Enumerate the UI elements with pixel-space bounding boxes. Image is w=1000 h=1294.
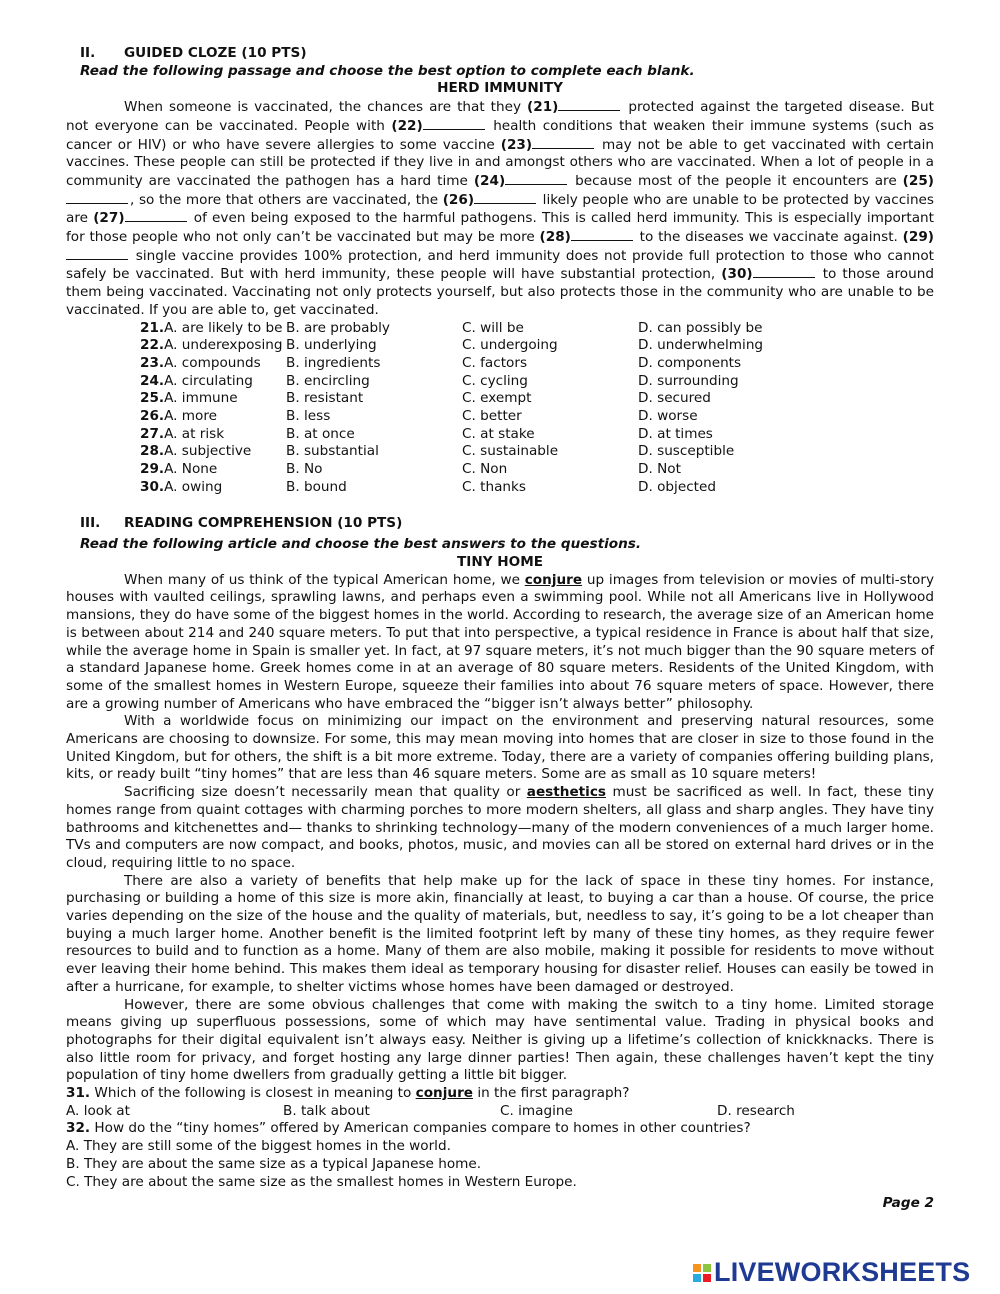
passage-text: , so the more that others are vaccinated, the xyxy=(130,191,443,208)
worksheet-page xyxy=(66,45,934,1191)
question-32 xyxy=(66,1120,934,1138)
paragraph-text: There are also a variety of benefits that help make up for the lack of space in these tiny homes. For instance, purchasing or building a home of this size is more akin, financially at least, to buying a car than a house. Of course, the price varies depending on the size of the house and the quality of materials, but, needless to say, it’s going to be a lot cheaper than buying a much larger home. Another benefit is the limited footprint left by many of these tiny homes, as they require fewer resources to build and to function as a home. Many of them are also mobile, making it possible for residents to move without ever leaving their home behind. This makes them ideal as temporary housing for disaster relief. Houses can easily be towed in after a hurricane, for example, to shelter victims whose homes have been damaged or destroyed. xyxy=(66,872,934,995)
option-a-text: A. owing xyxy=(164,478,223,495)
answer-blank[interactable] xyxy=(532,136,594,149)
question-32-option-c[interactable]: C. They are about the same size as the smallest homes in Western Europe. xyxy=(66,1173,577,1190)
option-a[interactable] xyxy=(66,461,286,479)
option-a-text: A. are likely to be xyxy=(164,319,283,336)
option-d[interactable]: D. secured xyxy=(638,390,711,407)
article-paragraph xyxy=(66,713,934,784)
option-d[interactable]: D. components xyxy=(638,354,742,371)
liveworksheets-logo xyxy=(693,1257,970,1288)
answer-blank[interactable] xyxy=(558,98,620,111)
option-a-text: A. compounds xyxy=(164,354,261,371)
answer-blank[interactable] xyxy=(423,117,485,130)
question-31-options xyxy=(66,1103,934,1121)
option-a-text: A. more xyxy=(164,408,218,425)
question-31-option-d[interactable]: D. research xyxy=(717,1102,795,1119)
blank-number: (29) xyxy=(902,229,934,246)
paragraph-text: However, there are some obvious challenges that come with making the switch to a tiny home. Limited storage means giving up superfluous possessions, some of which may have sentimental value. Trading in physical books and photographs for their digital equivalent isn’t always easy. Neither is giving up a lifetime’s collection of knickknacks. There is also little room for privacy, and forget hosting any large dinner parties! Then again, these challenges haven’t kept the tiny population of tiny home dwellers from gradually getting a little bit bigger. xyxy=(66,996,934,1084)
option-row xyxy=(66,337,934,355)
logo-wordmark: LIVEWORKSHEETS xyxy=(714,1257,971,1287)
section-3-title: READING COMPREHENSION (10 PTS) xyxy=(124,514,403,531)
section-2-instruction: Read the following passage and choose the best option to complete each blank. xyxy=(80,62,695,79)
question-32-number: 32. xyxy=(66,1120,91,1137)
option-c[interactable]: C. Non xyxy=(462,461,508,478)
question-31-option-a[interactable]: A. look at xyxy=(66,1102,130,1119)
option-row xyxy=(66,479,934,497)
option-b[interactable]: B. No xyxy=(286,461,323,478)
blank-number: (22) xyxy=(391,117,423,134)
vocabulary-keyword: conjure xyxy=(524,571,583,588)
article-paragraph xyxy=(66,784,934,873)
answer-blank[interactable] xyxy=(66,191,128,204)
option-c[interactable]: C. exempt xyxy=(462,390,532,407)
passage-text: of even being exposed to the harmful pathogens. This is called herd immunity. This is especially important for those people who not only can’t be vaccinated but may be more xyxy=(66,210,935,246)
passage-text: single vaccine provides 100% protection, and herd immunity does not provide full protection to those who cannot safely be vaccinated. But with herd immunity, these people will have substantial protection, xyxy=(66,247,934,283)
option-row xyxy=(66,390,934,408)
option-a[interactable] xyxy=(66,355,286,373)
option-b[interactable]: B. encircling xyxy=(286,372,370,389)
passage-text: because most of the people it encounters are xyxy=(569,172,903,189)
section-2-title: GUIDED CLOZE (10 PTS) xyxy=(124,45,307,61)
article-paragraph xyxy=(66,997,934,1086)
option-d[interactable]: D. underwhelming xyxy=(638,337,764,354)
passage-text: to those around them being vaccinated. Vaccinating not only protects yourself, but also protects those in the community who are unable to be vaccinated. If you are able to, get vaccinated. xyxy=(66,266,934,318)
option-d[interactable]: D. Not xyxy=(638,461,681,478)
answer-blank[interactable] xyxy=(474,191,536,204)
question-31 xyxy=(66,1085,934,1103)
option-row xyxy=(66,373,934,391)
blank-number: (21) xyxy=(527,99,559,116)
article-title-tiny-home: TINY HOME xyxy=(456,553,544,570)
option-row xyxy=(66,443,934,461)
answer-blank[interactable] xyxy=(505,172,567,185)
option-d[interactable]: D. surrounding xyxy=(638,372,739,389)
passage-text: health conditions that weaken their immune systems (such as cancer or HIV) or who have severe allergies to some vaccine xyxy=(66,117,934,153)
option-d[interactable]: D. can possibly be xyxy=(638,319,763,336)
option-a-text: A. immune xyxy=(164,390,238,407)
option-a-text: A. circulating xyxy=(164,372,253,389)
option-c[interactable]: C. will be xyxy=(462,319,524,336)
option-a[interactable] xyxy=(66,373,286,391)
option-number: 30. xyxy=(140,478,165,495)
passage-text: to the diseases we vaccinate against. xyxy=(634,229,903,246)
option-a-text: A. underexposing xyxy=(164,337,283,354)
question-32-text: How do the “tiny homes” offered by American companies compare to homes in other countries? xyxy=(90,1120,751,1137)
option-b[interactable]: B. resistant xyxy=(286,390,364,407)
passage-text: likely people who are unable to be protected by vaccines are xyxy=(66,191,935,227)
option-c[interactable]: C. sustainable xyxy=(462,443,559,460)
passage-text: protected against the targeted disease. But not everyone can be vaccinated. People with xyxy=(66,99,934,134)
question-31-number: 31. xyxy=(66,1085,91,1102)
cloze-options xyxy=(66,320,934,497)
option-a[interactable] xyxy=(66,390,286,408)
section-2-number: II. xyxy=(80,45,96,61)
option-a[interactable] xyxy=(66,426,286,444)
paragraph-text: With a worldwide focus on minimizing our impact on the environment and preserving natural resources, some Americans are choosing to downsize. For some, this may mean moving into homes that are closer in size to those found in the United Kingdom, but for others, the shift is a bit more extreme. Today, there are a variety of companies offering building plans, kits, or ready built “tiny homes” that are less than 46 square meters. Some are as small as 10 square meters! xyxy=(66,713,934,783)
option-number: 22. xyxy=(140,337,165,354)
option-row xyxy=(66,408,934,426)
option-b[interactable]: B. are probably xyxy=(286,319,390,336)
option-b[interactable]: B. substantial xyxy=(286,443,379,460)
question-32-option-a[interactable]: A. They are still some of the biggest homes in the world. xyxy=(66,1138,451,1155)
section-2-heading xyxy=(80,45,934,63)
option-row xyxy=(66,355,934,373)
option-number: 25. xyxy=(140,390,165,407)
blank-number: (23) xyxy=(500,136,533,153)
passage-title-herd-immunity: HERD IMMUNITY xyxy=(437,80,563,97)
article-paragraph xyxy=(66,572,934,714)
passage-text: may not be able to get vaccinated with certain vaccines. These people can still be protected if they live in and amongst others who are vaccinated. When a lot of people in a community are vaccinated the pathogen has a hard time xyxy=(66,136,935,189)
question-31-text-post: in the first paragraph? xyxy=(473,1085,630,1102)
option-d[interactable]: D. at times xyxy=(638,425,713,442)
option-c[interactable]: C. factors xyxy=(462,354,528,371)
option-c[interactable]: C. undergoing xyxy=(462,337,558,354)
option-b[interactable]: B. at once xyxy=(286,425,355,442)
question-31-text-pre: Which of the following is closest in meaning to xyxy=(90,1085,416,1102)
question-31-keyword: conjure xyxy=(415,1085,473,1102)
option-row xyxy=(66,320,934,338)
option-d[interactable]: D. susceptible xyxy=(638,443,735,460)
question-31-option-b[interactable]: B. talk about xyxy=(283,1102,370,1119)
paragraph-text: must be sacrificed as well. In fact, these tiny homes range from quaint cottages with charming porches to more modern shelters, all glass and sharp angles. They have tiny bathrooms and kitchenettes and— thanks to shrinking technology—many of the modern conveniences of a much larger home. TVs and computers are now compact, and books, photos, music, and movies can all be stored on external hard drives or in the cloud, requiring little to no space. xyxy=(66,784,934,871)
option-a-text: A. at risk xyxy=(164,425,225,442)
option-a[interactable] xyxy=(66,443,286,461)
option-a[interactable] xyxy=(66,408,286,426)
blank-number: (25) xyxy=(902,172,934,189)
paragraph-text: Sacrificing size doesn’t necessarily mean that quality or xyxy=(124,784,527,801)
option-c[interactable]: C. thanks xyxy=(462,478,526,495)
section-3-instruction: Read the following article and choose the best answers to the questions. xyxy=(80,536,642,553)
option-d[interactable]: D. worse xyxy=(638,408,698,425)
option-b[interactable]: B. less xyxy=(286,408,331,425)
option-row xyxy=(66,426,934,444)
blank-number: (24) xyxy=(473,172,506,189)
answer-blank[interactable] xyxy=(571,228,633,241)
logo-tiles-icon xyxy=(693,1264,711,1282)
blank-number: (30) xyxy=(721,266,753,283)
blank-number: (27) xyxy=(93,210,125,227)
section-3-number: III. xyxy=(80,514,101,531)
cloze-passage xyxy=(66,98,934,319)
option-a[interactable] xyxy=(66,320,286,338)
option-number: 29. xyxy=(140,461,165,478)
question-31-option-c[interactable]: C. imagine xyxy=(500,1102,573,1119)
option-number: 27. xyxy=(140,425,165,442)
paragraph-text: up images from television or movies of multi-story houses with vaulted ceilings, sprawling lawns, and perhaps even a swimming pool. While not all Americans live in Hollywood mansions, they do have some of the biggest homes in the world. According to research, the average size of an American home is between about 214 and 240 square meters. To put that into perspective, a typical residence in France is about half that size, while the average home in Spain is smaller yet. In fact, at 97 square meters, it’s not much bigger than the 90 square meters of a standard Japanese home. Greek homes come in at an average of 80 square meters. Residents of the United Kingdom, with some of the smallest homes in Western Europe, squeeze their families into about 76 square meters of space. However, there are a growing number of Americans who have embraced the “bigger isn’t always better” philosophy. xyxy=(66,571,934,712)
option-c[interactable]: C. cycling xyxy=(462,372,528,389)
article-body xyxy=(66,572,934,1085)
blank-number: (26) xyxy=(442,191,475,208)
vocabulary-keyword: aesthetics xyxy=(526,784,606,801)
option-c[interactable]: C. better xyxy=(462,408,522,425)
option-number: 24. xyxy=(140,372,165,389)
option-number: 23. xyxy=(140,354,165,371)
answer-blank[interactable] xyxy=(125,209,187,222)
option-a[interactable] xyxy=(66,337,286,355)
blank-number: (28) xyxy=(539,229,571,246)
option-c[interactable]: C. at stake xyxy=(462,425,535,442)
option-b[interactable]: B. bound xyxy=(286,478,347,495)
section-3-heading xyxy=(80,515,934,533)
question-32-option-b[interactable]: B. They are about the same size as a typical Japanese home. xyxy=(66,1155,482,1172)
page-number: Page 2 xyxy=(882,1195,934,1211)
option-d[interactable]: D. objected xyxy=(638,478,716,495)
option-number: 26. xyxy=(140,408,165,425)
option-b[interactable]: B. underlying xyxy=(286,337,377,354)
option-row xyxy=(66,461,934,479)
option-b[interactable]: B. ingredients xyxy=(286,354,381,371)
option-a[interactable] xyxy=(66,479,286,497)
option-a-text: A. subjective xyxy=(164,443,252,460)
option-a-text: A. None xyxy=(164,461,218,478)
option-number: 21. xyxy=(140,319,165,336)
paragraph-text: When many of us think of the typical American home, we xyxy=(124,571,525,588)
passage-text: When someone is vaccinated, the chances are that they xyxy=(124,99,528,116)
option-number: 28. xyxy=(140,443,165,460)
article-paragraph xyxy=(66,873,934,997)
answer-blank[interactable] xyxy=(753,265,815,278)
answer-blank[interactable] xyxy=(66,247,128,260)
